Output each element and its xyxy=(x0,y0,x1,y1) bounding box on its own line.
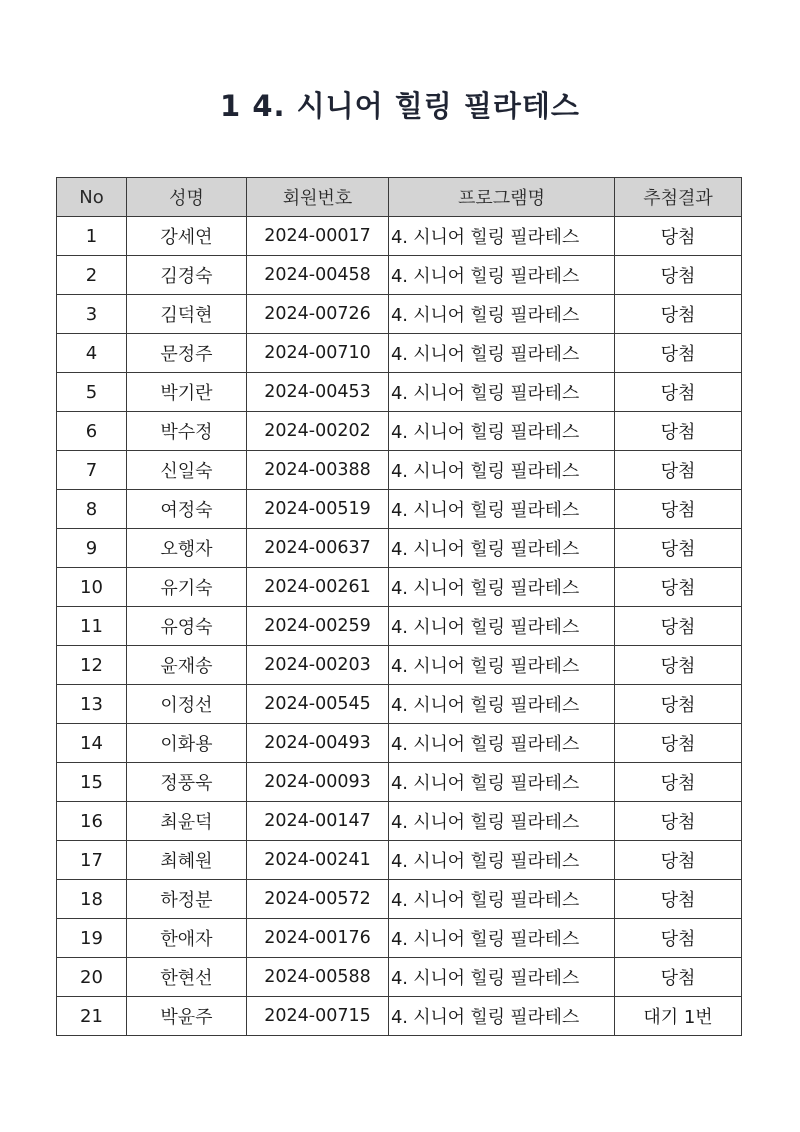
cell-name: 오행자 xyxy=(127,529,247,568)
table-row xyxy=(57,880,742,919)
cell-member-id: 2024-00259 xyxy=(247,607,389,646)
table-row xyxy=(57,217,742,256)
cell-result: 당첨 xyxy=(615,451,742,490)
cell-result: 당첨 xyxy=(615,490,742,529)
cell-member-id: 2024-00017 xyxy=(247,217,389,256)
cell-name: 한현선 xyxy=(127,958,247,997)
cell-name: 최윤덕 xyxy=(127,802,247,841)
cell-result: 당첨 xyxy=(615,568,742,607)
cell-result: 당첨 xyxy=(615,841,742,880)
table-row xyxy=(57,412,742,451)
cell-program: 4. 시니어 힐링 필라테스 xyxy=(389,256,615,295)
cell-no: 10 xyxy=(57,568,127,607)
table-row xyxy=(57,295,742,334)
cell-no: 9 xyxy=(57,529,127,568)
table-row xyxy=(57,256,742,295)
cell-name: 강세연 xyxy=(127,217,247,256)
cell-program: 4. 시니어 힐링 필라테스 xyxy=(389,958,615,997)
cell-member-id: 2024-00453 xyxy=(247,373,389,412)
cell-program: 4. 시니어 힐링 필라테스 xyxy=(389,334,615,373)
cell-member-id: 2024-00261 xyxy=(247,568,389,607)
cell-member-id: 2024-00176 xyxy=(247,919,389,958)
cell-no: 19 xyxy=(57,919,127,958)
cell-program: 4. 시니어 힐링 필라테스 xyxy=(389,802,615,841)
cell-member-id: 2024-00519 xyxy=(247,490,389,529)
cell-program: 4. 시니어 힐링 필라테스 xyxy=(389,763,615,802)
cell-no: 3 xyxy=(57,295,127,334)
cell-program: 4. 시니어 힐링 필라테스 xyxy=(389,295,615,334)
table-row xyxy=(57,724,742,763)
cell-name: 이화용 xyxy=(127,724,247,763)
table-row xyxy=(57,763,742,802)
cell-member-id: 2024-00388 xyxy=(247,451,389,490)
table-row xyxy=(57,451,742,490)
cell-name: 김경숙 xyxy=(127,256,247,295)
cell-name: 유영숙 xyxy=(127,607,247,646)
cell-no: 15 xyxy=(57,763,127,802)
page-title: 1 4. 시니어 힐링 필라테스 xyxy=(220,89,580,123)
cell-program: 4. 시니어 힐링 필라테스 xyxy=(389,568,615,607)
header-program: 프로그램명 xyxy=(389,178,615,217)
cell-result: 당첨 xyxy=(615,256,742,295)
cell-program: 4. 시니어 힐링 필라테스 xyxy=(389,919,615,958)
cell-name: 이정선 xyxy=(127,685,247,724)
table-row xyxy=(57,646,742,685)
cell-result: 당첨 xyxy=(615,763,742,802)
cell-member-id: 2024-00241 xyxy=(247,841,389,880)
cell-result: 당첨 xyxy=(615,217,742,256)
cell-program: 4. 시니어 힐링 필라테스 xyxy=(389,217,615,256)
header-result: 추첨결과 xyxy=(615,178,742,217)
table-row xyxy=(57,334,742,373)
cell-result: 대기 1번 xyxy=(615,997,742,1036)
cell-member-id: 2024-00637 xyxy=(247,529,389,568)
lottery-result-table xyxy=(56,177,742,1036)
cell-no: 13 xyxy=(57,685,127,724)
cell-name: 여정숙 xyxy=(127,490,247,529)
header-member-id: 회원번호 xyxy=(247,178,389,217)
cell-member-id: 2024-00545 xyxy=(247,685,389,724)
cell-program: 4. 시니어 힐링 필라테스 xyxy=(389,646,615,685)
cell-no: 2 xyxy=(57,256,127,295)
cell-member-id: 2024-00588 xyxy=(247,958,389,997)
cell-no: 14 xyxy=(57,724,127,763)
cell-no: 12 xyxy=(57,646,127,685)
cell-program: 4. 시니어 힐링 필라테스 xyxy=(389,412,615,451)
cell-program: 4. 시니어 힐링 필라테스 xyxy=(389,607,615,646)
cell-name: 문정주 xyxy=(127,334,247,373)
table-row xyxy=(57,997,742,1036)
cell-no: 11 xyxy=(57,607,127,646)
cell-member-id: 2024-00710 xyxy=(247,334,389,373)
cell-program: 4. 시니어 힐링 필라테스 xyxy=(389,724,615,763)
cell-no: 4 xyxy=(57,334,127,373)
table-row xyxy=(57,607,742,646)
cell-no: 6 xyxy=(57,412,127,451)
cell-name: 신일숙 xyxy=(127,451,247,490)
cell-member-id: 2024-00202 xyxy=(247,412,389,451)
cell-member-id: 2024-00458 xyxy=(247,256,389,295)
cell-result: 당첨 xyxy=(615,373,742,412)
cell-no: 8 xyxy=(57,490,127,529)
cell-result: 당첨 xyxy=(615,295,742,334)
table-row xyxy=(57,919,742,958)
table-body xyxy=(57,217,742,1036)
cell-no: 16 xyxy=(57,802,127,841)
cell-name: 하정분 xyxy=(127,880,247,919)
cell-member-id: 2024-00715 xyxy=(247,997,389,1036)
cell-result: 당첨 xyxy=(615,646,742,685)
table-row xyxy=(57,373,742,412)
cell-name: 정풍욱 xyxy=(127,763,247,802)
table-row xyxy=(57,958,742,997)
cell-name: 윤재송 xyxy=(127,646,247,685)
cell-no: 7 xyxy=(57,451,127,490)
cell-name: 김덕현 xyxy=(127,295,247,334)
cell-member-id: 2024-00147 xyxy=(247,802,389,841)
cell-member-id: 2024-00093 xyxy=(247,763,389,802)
cell-member-id: 2024-00203 xyxy=(247,646,389,685)
cell-no: 5 xyxy=(57,373,127,412)
cell-result: 당첨 xyxy=(615,412,742,451)
cell-result: 당첨 xyxy=(615,724,742,763)
cell-no: 17 xyxy=(57,841,127,880)
cell-program: 4. 시니어 힐링 필라테스 xyxy=(389,529,615,568)
cell-name: 한애자 xyxy=(127,919,247,958)
cell-result: 당첨 xyxy=(615,529,742,568)
cell-no: 21 xyxy=(57,997,127,1036)
cell-name: 박윤주 xyxy=(127,997,247,1036)
cell-program: 4. 시니어 힐링 필라테스 xyxy=(389,841,615,880)
table-row xyxy=(57,841,742,880)
cell-program: 4. 시니어 힐링 필라테스 xyxy=(389,997,615,1036)
cell-name: 박기란 xyxy=(127,373,247,412)
cell-name: 최혜원 xyxy=(127,841,247,880)
table-row xyxy=(57,802,742,841)
cell-result: 당첨 xyxy=(615,958,742,997)
header-no: No xyxy=(57,178,127,217)
cell-result: 당첨 xyxy=(615,802,742,841)
table-header-row xyxy=(57,178,742,217)
cell-program: 4. 시니어 힐링 필라테스 xyxy=(389,490,615,529)
cell-name: 유기숙 xyxy=(127,568,247,607)
table-row xyxy=(57,685,742,724)
cell-program: 4. 시니어 힐링 필라테스 xyxy=(389,373,615,412)
table-row xyxy=(57,490,742,529)
cell-result: 당첨 xyxy=(615,880,742,919)
cell-program: 4. 시니어 힐링 필라테스 xyxy=(389,451,615,490)
header-name: 성명 xyxy=(127,178,247,217)
cell-no: 1 xyxy=(57,217,127,256)
cell-result: 당첨 xyxy=(615,607,742,646)
cell-member-id: 2024-00726 xyxy=(247,295,389,334)
cell-result: 당첨 xyxy=(615,919,742,958)
cell-name: 박수정 xyxy=(127,412,247,451)
cell-program: 4. 시니어 힐링 필라테스 xyxy=(389,880,615,919)
cell-no: 18 xyxy=(57,880,127,919)
cell-program: 4. 시니어 힐링 필라테스 xyxy=(389,685,615,724)
cell-member-id: 2024-00572 xyxy=(247,880,389,919)
cell-no: 20 xyxy=(57,958,127,997)
cell-result: 당첨 xyxy=(615,334,742,373)
table-row xyxy=(57,568,742,607)
table-row xyxy=(57,529,742,568)
cell-result: 당첨 xyxy=(615,685,742,724)
cell-member-id: 2024-00493 xyxy=(247,724,389,763)
